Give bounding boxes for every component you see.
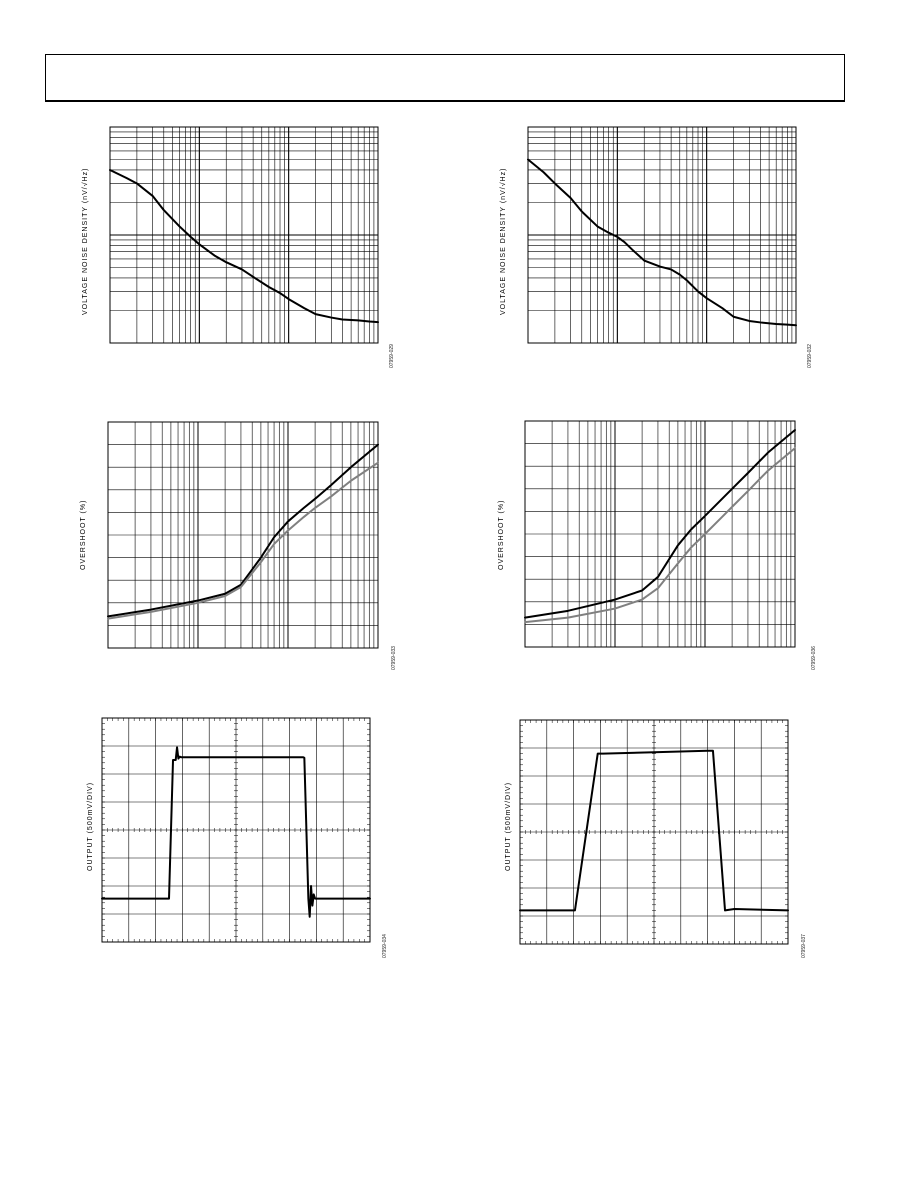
figure-id: 07959-037 (801, 934, 807, 958)
grid (108, 422, 378, 648)
overshoot-left-chart (60, 410, 400, 680)
noise-right-chart (478, 110, 818, 380)
y-axis-label: VOLTAGE NOISE DENSITY (nV/√Hz) (500, 167, 507, 315)
series-line-1 (108, 445, 378, 617)
y-axis-label: OVERSHOOT (%) (498, 499, 505, 570)
noise-left-chart (60, 110, 400, 380)
grid (528, 127, 796, 343)
series-line-1 (110, 170, 378, 322)
chart-svg (60, 110, 400, 380)
pulse-right-chart (478, 708, 818, 958)
y-axis-label: VOLTAGE NOISE DENSITY (nV/√Hz) (82, 167, 89, 315)
figure-id: 07959-032 (807, 344, 813, 368)
figure-id: 07959-029 (389, 344, 395, 368)
series-line-1 (528, 160, 796, 326)
y-axis-label: OUTPUT (500mV/DIV) (505, 781, 512, 871)
series-line-2 (108, 463, 378, 619)
grid (110, 127, 378, 343)
figure-id: 07959-033 (391, 646, 397, 670)
pulse-left-chart (60, 708, 400, 958)
series-line-1 (525, 430, 795, 618)
y-axis-label: OUTPUT (500mV/DIV) (87, 781, 94, 871)
figure-id: 07959-034 (382, 934, 388, 958)
figure-id: 07959-036 (811, 646, 817, 670)
chart-svg (478, 410, 818, 680)
chart-svg (60, 410, 400, 680)
overshoot-right-chart (478, 410, 818, 680)
chart-svg (60, 708, 400, 958)
grid (525, 421, 795, 647)
y-axis-label: OVERSHOOT (%) (80, 499, 87, 570)
series-line-2 (525, 448, 795, 622)
chart-svg (478, 708, 818, 958)
chart-svg (478, 110, 818, 380)
page-header-box (45, 54, 845, 102)
